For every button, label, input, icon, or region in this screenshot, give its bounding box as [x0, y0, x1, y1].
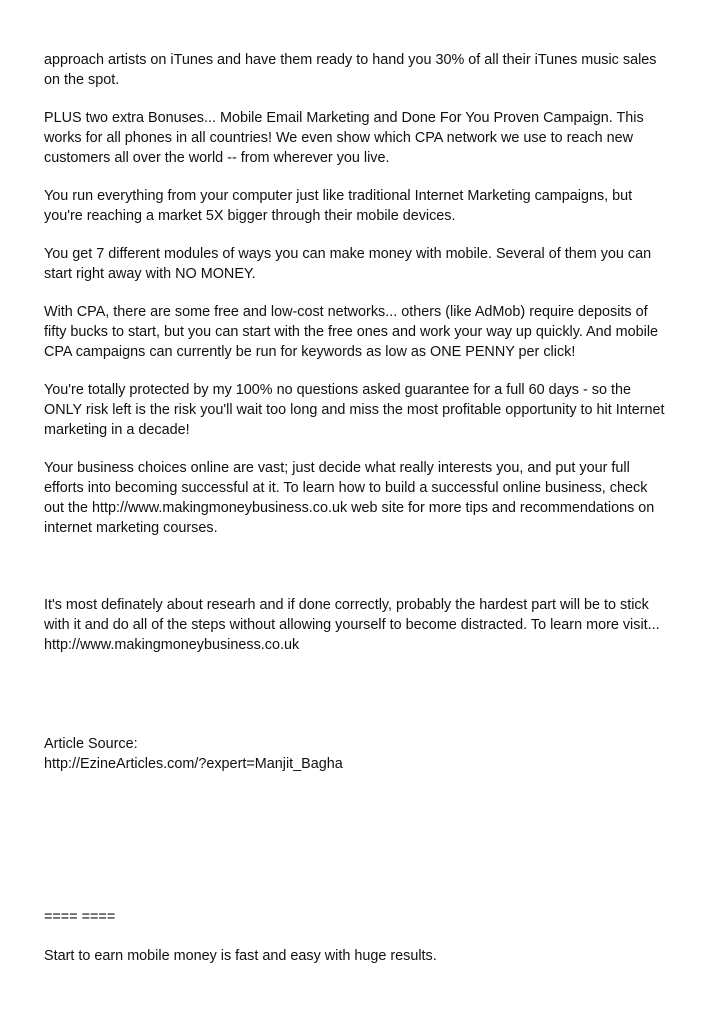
- paragraph-line: on the spot.: [44, 72, 120, 88]
- paragraph-line: It's most definately about researh and if done correctly, probably the hardest part will be to stick: [44, 597, 649, 613]
- paragraph-line: PLUS two extra Bonuses... Mobile Email Marketing and Done For You Proven Campaign. This: [44, 110, 644, 126]
- paragraph-line: works for all phones in all countries! We even show which CPA network we use to reach new: [44, 130, 633, 146]
- paragraph-line: You're totally protected by my 100% no questions asked guarantee for a full 60 days - so the: [44, 382, 631, 398]
- paragraph-line: you're reaching a market 5X bigger through their mobile devices.: [44, 208, 456, 224]
- paragraph-line: marketing in a decade!: [44, 422, 190, 438]
- paragraph-line: approach artists on iTunes and have them ready to hand you 30% of all their iTunes music sales: [44, 52, 657, 68]
- paragraph-line: Your business choices online are vast; just decide what really interests you, and put your full: [44, 460, 630, 476]
- paragraph-line: With CPA, there are some free and low-cost networks... others (like AdMob) require deposits of: [44, 304, 648, 320]
- article-source-link: http://EzineArticles.com/?expert=Manjit_Bagha: [44, 756, 343, 772]
- paragraph-line: customers all over the world -- from wherever you live.: [44, 150, 390, 166]
- paragraph-line: CPA campaigns can currently be run for keywords as low as ONE PENNY per click!: [44, 344, 576, 360]
- closing-line: Start to earn mobile money is fast and easy with huge results.: [44, 948, 437, 964]
- paragraph-line: out the http://www.makingmoneybusiness.co.uk web site for more tips and recommendations on: [44, 500, 655, 516]
- paragraph-line: http://www.makingmoneybusiness.co.uk: [44, 637, 300, 653]
- paragraph-line: fifty bucks to start, but you can start with the free ones and work your way up quickly. And mobile: [44, 324, 659, 340]
- article-source-label: Article Source:: [44, 736, 138, 752]
- paragraph-line: You get 7 different modules of ways you can make money with mobile. Several of them you can: [44, 246, 652, 262]
- paragraph-line: with it and do all of the steps without allowing yourself to become distracted. To learn more visit...: [44, 617, 660, 633]
- paragraph-line: efforts into becoming successful at it. To learn how to build a successful online business, check: [44, 480, 648, 496]
- paragraph-line: ONLY risk left is the risk you'll wait too long and miss the most profitable opportunity to hit Internet: [44, 402, 665, 418]
- separator-line: ==== ====: [44, 909, 116, 925]
- paragraph-line: You run everything from your computer just like traditional Internet Marketing campaigns, but: [44, 188, 633, 204]
- paragraph-line: internet marketing courses.: [44, 520, 218, 536]
- paragraph-line: start right away with NO MONEY.: [44, 266, 256, 282]
